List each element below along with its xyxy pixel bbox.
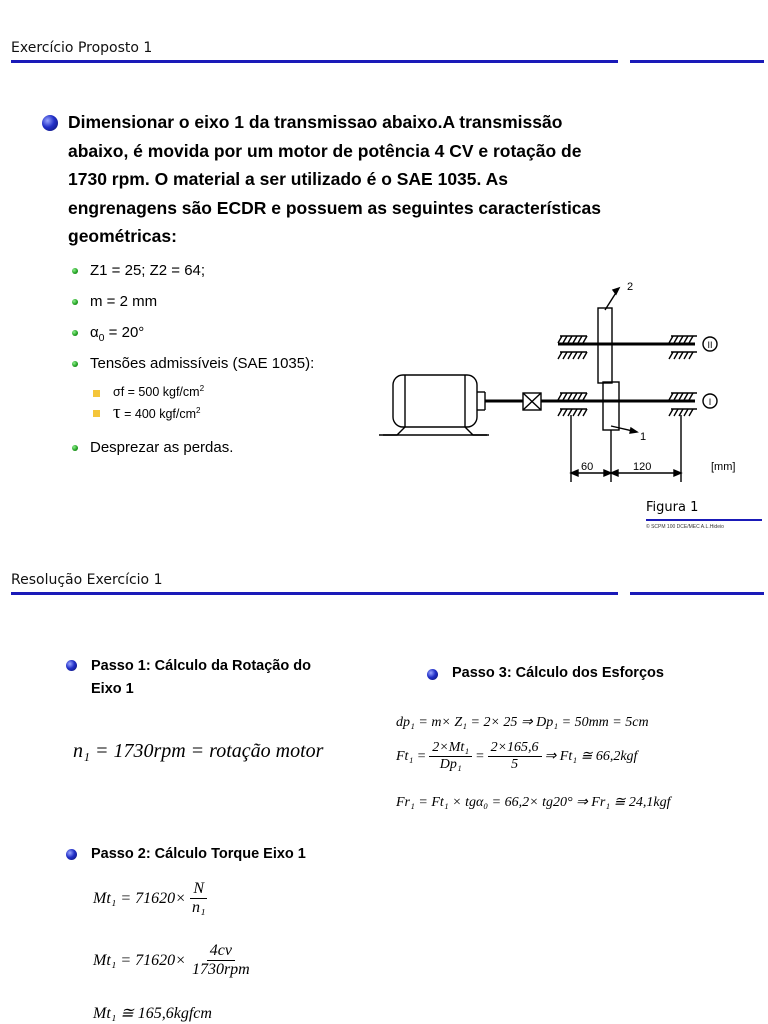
dimension-120: 120 (633, 461, 652, 473)
statement-line: abaixo, é movida por um motor de potência 4 CV e rotação de (68, 140, 582, 161)
bearing-icon (669, 336, 697, 359)
mt-fraction-2 (189, 942, 253, 980)
gear-1-label: 1 (640, 431, 647, 443)
bullet-green-icon (72, 445, 78, 451)
bullet-green-icon (72, 361, 78, 367)
sigma-superscript: 2 (199, 384, 205, 393)
bullet-square-icon (93, 390, 100, 397)
passo3-equation-ft (396, 740, 637, 773)
alpha-subscript: 0 (98, 332, 105, 344)
param-alpha (90, 324, 144, 344)
bullet-ball-icon (66, 849, 77, 860)
bullet-green-icon (72, 330, 78, 336)
statement-line: engrenagens são ECDR e possuem as seguintes características (68, 197, 602, 218)
motor-icon (379, 375, 489, 435)
figure-caption: Figura 1 (646, 500, 699, 515)
ft-denominator-1: Dp₁ (439, 757, 462, 773)
mt-denominator-2: 1730rpm (191, 961, 250, 979)
passo1-title-line: Passo 1: Cálculo da Rotação do (91, 658, 311, 674)
mt-lhs-2: Mt₁ = 71620× (93, 951, 186, 969)
figure-caption-rule (646, 519, 762, 521)
passo2-equation-3: Mt₁ ≅ 165,6kgfcm (93, 1005, 212, 1022)
section-title-exercise: Exercício Proposto 1 (11, 40, 153, 56)
section-title-resolution: Resolução Exercício 1 (11, 572, 163, 588)
mt-numerator-1: N (190, 880, 207, 899)
ft-fraction-2 (488, 740, 542, 773)
tau-superscript: 2 (196, 405, 201, 415)
header-rule-right (630, 60, 764, 63)
param-m: m = 2 mm (90, 293, 158, 310)
statement-line: geométricas: (68, 226, 177, 246)
passo3-equation-fr: Fr₁ = Ft₁ × tgα₀ = 66,2× tg20° ⇒ Fr₁ ≅ 24,1kgf (396, 795, 671, 810)
passo2-title: Passo 2: Cálculo Torque Eixo 1 (91, 846, 306, 862)
alpha-value: = 20° (104, 324, 145, 341)
bearing-icon (558, 393, 587, 416)
header-rule-left (11, 592, 618, 595)
exercise-statement (68, 108, 708, 251)
mt-fraction-1 (189, 880, 209, 918)
header-rule-left (11, 60, 618, 63)
ft-equals: = (475, 748, 485, 764)
mt-lhs-1: Mt₁ = 71620× (93, 889, 186, 907)
shaft-I-label: I (708, 397, 712, 407)
shaft-II-label: II (707, 340, 713, 350)
dimension-60: 60 (581, 461, 594, 473)
bullet-ball-icon (66, 660, 77, 671)
dimension-unit: [mm] (711, 461, 736, 473)
param-z: Z1 = 25; Z2 = 64; (90, 262, 206, 279)
figure-credit: © SCPM 100 DCE/MEC A.L.Hideio (646, 524, 724, 530)
mt-denominator-1: n₁ (191, 899, 206, 917)
passo1-title (91, 655, 311, 701)
ft-rhs: ⇒ Ft₁ ≅ 66,2kgf (544, 749, 638, 765)
passo1-equation: n₁ = 1730rpm = rotação motor (73, 740, 324, 762)
statement-line: 1730 rpm. O material a ser utilizado é o SAE 1035. As (68, 169, 508, 189)
ft-numerator-1: 2×Mt₁ (429, 740, 472, 757)
ft-numerator-2: 2×165,6 (488, 740, 542, 757)
sigma-value: σf = 500 kgf/cm (113, 385, 200, 400)
header-rule-right (630, 592, 764, 595)
tau-value: = 400 kgf/cm (120, 407, 197, 421)
passo3-equation-dp: dp₁ = m× Z₁ = 2× 25 ⇒ Dp₁ = 50mm = 5cm (396, 715, 649, 730)
ft-fraction-1 (429, 740, 472, 773)
param-tau (113, 402, 201, 424)
bullet-ball-icon (42, 115, 58, 131)
coupling-icon (523, 393, 541, 410)
bullet-ball-icon (427, 669, 438, 680)
ft-denominator-2: 5 (511, 757, 519, 773)
gear-2-label: 2 (627, 281, 634, 293)
param-perdas: Desprezar as perdas. (90, 439, 234, 456)
statement-line: Dimensionar o eixo 1 da transmissao abaixo.A transmissão (68, 112, 563, 132)
param-tensoes: Tensões admissíveis (SAE 1035): (90, 355, 315, 372)
passo2-equation-1 (93, 880, 212, 918)
alpha-symbol: α (90, 324, 99, 341)
passo2-equation-2 (93, 942, 256, 980)
bearing-icon (669, 393, 697, 416)
passo3-title: Passo 3: Cálculo dos Esforços (452, 665, 664, 681)
transmission-diagram (375, 270, 768, 540)
tau-symbol: τ (113, 402, 121, 423)
passo1-title-line: Eixo 1 (91, 681, 134, 697)
mt-numerator-2: 4cv (207, 942, 235, 961)
bullet-green-icon (72, 268, 78, 274)
ft-lhs: Ft₁ = (396, 748, 427, 764)
param-sigma (113, 384, 204, 399)
bullet-square-icon (93, 410, 100, 417)
bullet-green-icon (72, 299, 78, 305)
bearing-icon (558, 336, 587, 359)
